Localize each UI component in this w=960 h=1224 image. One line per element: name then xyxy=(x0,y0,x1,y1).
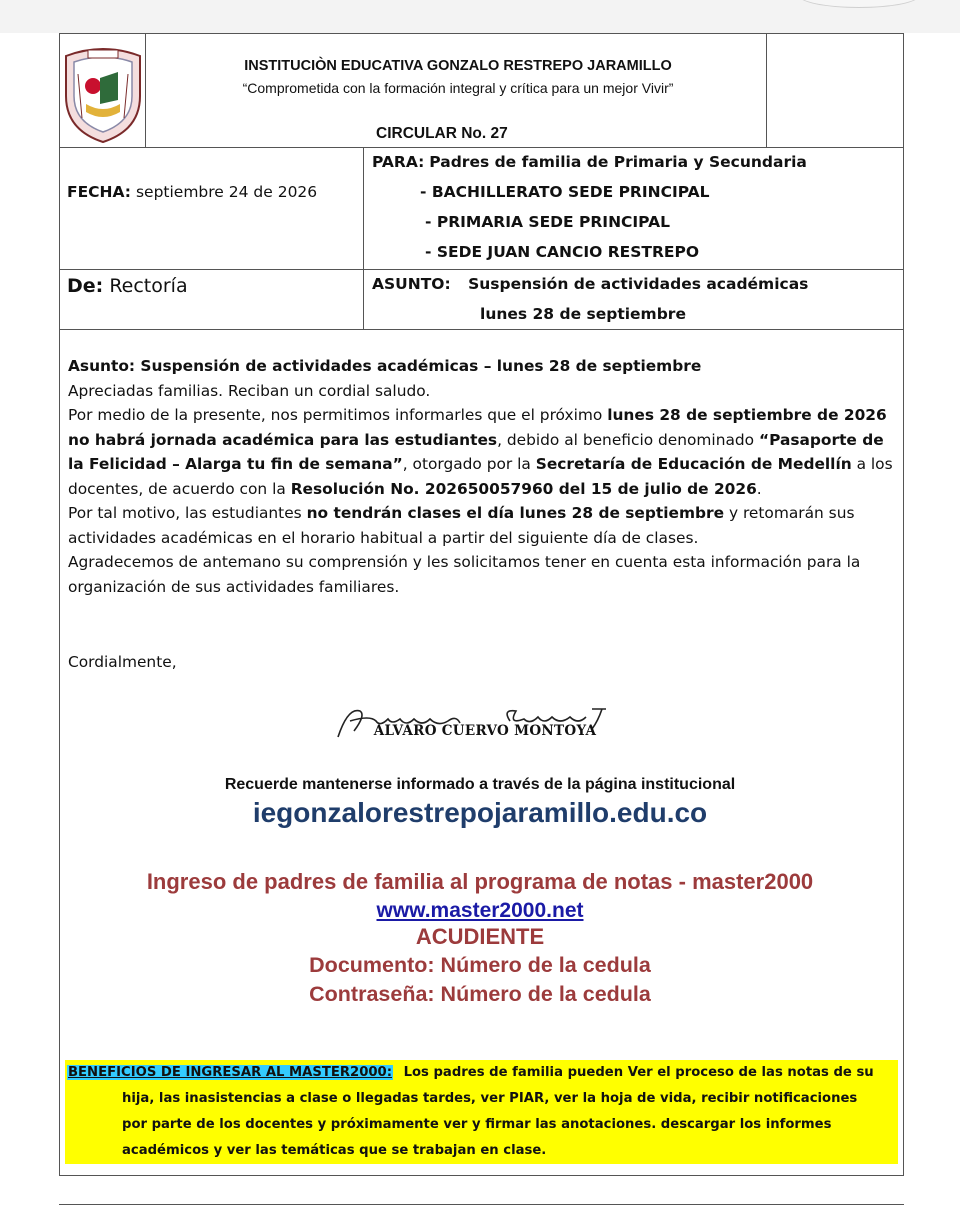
header-right-divider xyxy=(766,34,767,148)
reminder-text: Recuerde mantenerse informado a través de la página institucional xyxy=(224,776,736,793)
benefits-line: académicos y ver las temáticas que se trabajan en clase. xyxy=(122,1143,547,1158)
asunto-label: ASUNTO: xyxy=(372,275,451,293)
table-divider xyxy=(60,269,903,270)
text-run-bold: Resolución No. 202650057960 del 15 de julio de 2026 xyxy=(290,479,757,498)
benefits-line: hija, las inasistencias a clase o llegadas tardes, ver PIAR, ver la hoja de vida, recibir notificaciones xyxy=(122,1091,858,1106)
para-item: - BACHILLERATO SEDE PRINCIPAL xyxy=(420,183,710,201)
fecha-field xyxy=(67,183,317,201)
page-border xyxy=(59,330,60,1176)
logo-cell xyxy=(60,34,146,148)
benefits-label: BENEFICIOS DE INGRESAR AL MASTER2000: xyxy=(68,1065,392,1080)
text-run-bold: Secretaría de Educación de Medellín xyxy=(535,455,852,473)
letter-closing: Cordialmente, xyxy=(68,653,177,671)
fecha-value: septiembre 24 de 2026 xyxy=(135,183,318,201)
benefits-box xyxy=(65,1060,898,1164)
institution-motto: “Comprometida con la formación integral y crítica para un mejor Vivir” xyxy=(242,80,674,96)
letter-paragraph-3: Agradecemos de antemano su comprensión y les solicitamos tener en cuenta esta información para la organización de sus actividades familiares. xyxy=(68,553,861,596)
asunto-line1: Suspensión de actividades académicas xyxy=(468,275,809,293)
text-run: , otorgado por la xyxy=(402,455,536,473)
letter-body xyxy=(68,354,898,599)
text-run: a los docentes, de acuerdo con la xyxy=(68,455,893,498)
de-label: De: xyxy=(67,275,104,297)
page-border xyxy=(903,33,904,1176)
signer-name: ALVARO CUERVO MONTOYA xyxy=(373,723,597,739)
acudiente-label: ACUDIENTE xyxy=(415,924,545,949)
documento-instruction: Documento: Número de la cedula xyxy=(309,953,651,977)
de-value: Rectoría xyxy=(109,275,188,297)
para-item: - SEDE JUAN CANCIO RESTREPO xyxy=(425,243,700,261)
text-run-bold: “Pasaporte de la Felicidad – Alarga tu fin de semana” xyxy=(68,430,884,473)
text-run: , debido al beneficio denominado xyxy=(497,430,759,449)
para-label: PARA: xyxy=(372,153,425,171)
text-run: y retomarán sus actividades académicas en el horario habitual a partir del siguiente día de clases. xyxy=(68,504,855,547)
asunto-field xyxy=(372,275,808,293)
circular-number: CIRCULAR No. 27 xyxy=(376,125,508,142)
circular-info-table xyxy=(59,147,904,330)
footer-rule xyxy=(59,1204,904,1205)
letter-paragraph-1 xyxy=(68,403,898,501)
para-item: - PRIMARIA SEDE PRINCIPAL xyxy=(425,213,670,231)
asunto-line2: lunes 28 de septiembre xyxy=(480,305,686,323)
page-border xyxy=(59,1175,904,1176)
fecha-label: FECHA: xyxy=(67,183,132,201)
school-crest-icon xyxy=(60,34,146,148)
text-run: Por medio de la presente, nos permitimos informarles que el próximo xyxy=(68,406,608,424)
para-value: Padres de familia de Primaria y Secundaria xyxy=(429,153,807,171)
letter-subject: Asunto: Suspensión de actividades académicas – lunes 28 de septiembre xyxy=(68,357,702,375)
letter-greeting: Apreciadas familias. Reciban un cordial saludo. xyxy=(68,381,431,400)
benefits-text: Los padres de familia pueden Ver el proceso de las notas de su xyxy=(403,1065,874,1080)
password-instruction: Contraseña: Número de la cedula xyxy=(309,982,651,1006)
table-divider xyxy=(363,148,364,329)
master2000-title: Ingreso de padres de familia al programa de notas - master2000 xyxy=(146,869,814,894)
document-header xyxy=(59,33,904,147)
viewer-top-strip xyxy=(0,0,960,33)
benefits-line xyxy=(67,1065,874,1080)
text-run-bold: lunes 28 de septiembre de 2026 no habrá jornada académica para las estudiantes xyxy=(68,406,887,449)
circular-page xyxy=(0,33,960,1224)
viewer-decoration xyxy=(798,0,920,8)
institution-website[interactable]: iegonzalorestrepojaramillo.edu.co xyxy=(252,797,708,828)
benefits-line: por parte de los docentes y próximamente ver y firmar las anotaciones. descargar los informes xyxy=(122,1117,832,1132)
text-run: . xyxy=(756,479,762,498)
text-run: Por tal motivo, las estudiantes xyxy=(68,504,307,522)
text-run-bold: no tendrán clases el día lunes 28 de septiembre xyxy=(306,504,725,522)
letter-paragraph-2 xyxy=(68,501,898,550)
institution-name: INSTITUCIÒN EDUCATIVA GONZALO RESTREPO JARAMILLO xyxy=(244,58,672,74)
master2000-link[interactable]: www.master2000.net xyxy=(376,899,584,922)
de-field xyxy=(67,275,188,297)
para-field xyxy=(372,153,807,171)
